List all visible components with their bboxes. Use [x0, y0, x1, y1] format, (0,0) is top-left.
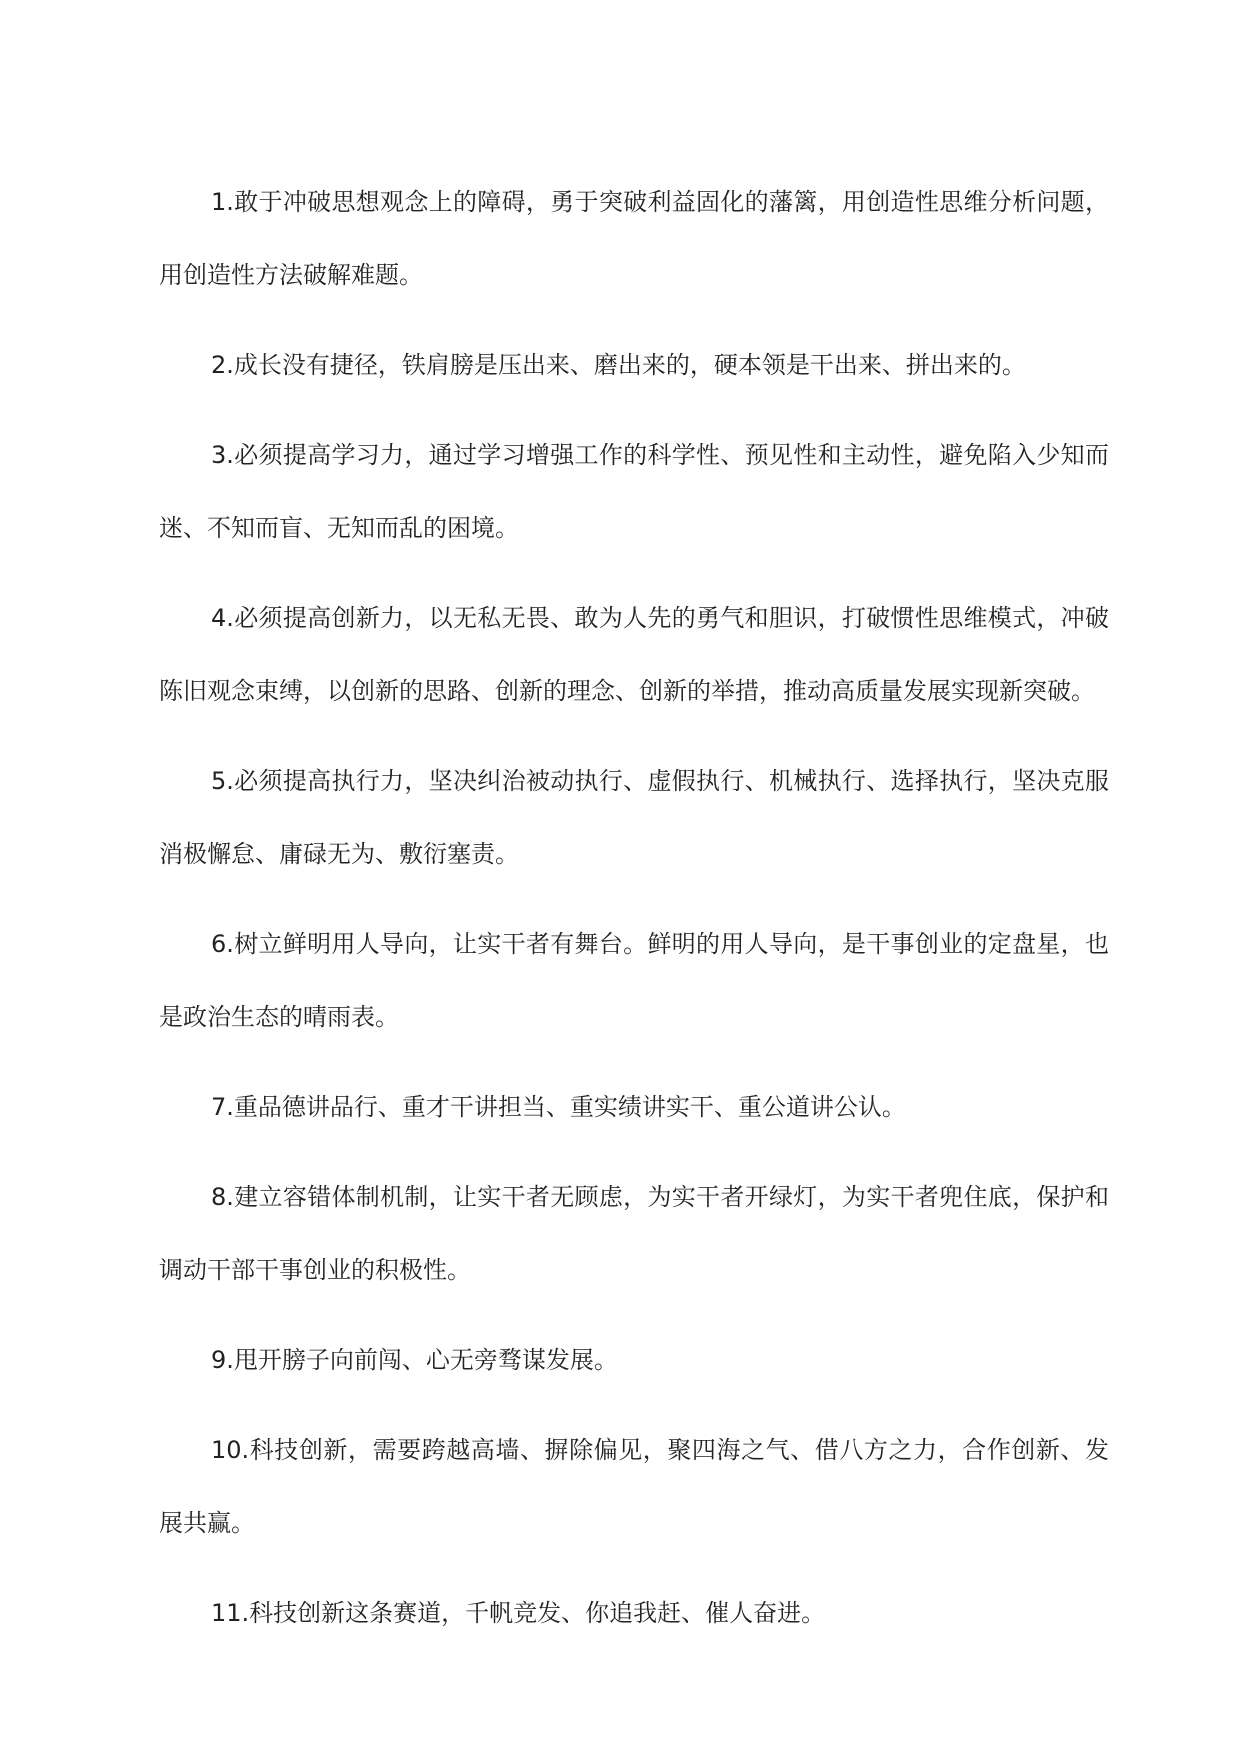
- paragraph-6: 6.树立鲜明用人导向，让实干者有舞台。鲜明的用人导向，是干事创业的定盘星，也是政治生态的晴雨表。: [159, 930, 1109, 1031]
- paragraph-4: 4.必须提高创新力，以无私无畏、敢为人先的勇气和胆识，打破惯性思维模式，冲破陈旧观念束缚，以创新的思路、创新的理念、创新的举措，推动高质量发展实现新突破。: [159, 604, 1109, 705]
- paragraph-11: 11.科技创新这条赛道，千帆竞发、你追我赶、催人奋进。: [211, 1599, 826, 1627]
- paragraph-9: 9.甩开膀子向前闯、心无旁骛谋发展。: [211, 1346, 618, 1374]
- paragraph-2: 2.成长没有捷径，铁肩膀是压出来、磨出来的，硬本领是干出来、拼出来的。: [211, 351, 1026, 379]
- paragraph-1: 1.敢于冲破思想观念上的障碍，勇于突破利益固化的藩篱，用创造性思维分析问题，用创造性方法破解难题。: [159, 188, 1109, 289]
- paragraph-8: 8.建立容错体制机制，让实干者无顾虑，为实干者开绿灯，为实干者兜住底，保护和调动干部干事创业的积极性。: [159, 1183, 1109, 1284]
- paragraph-10: 10.科技创新，需要跨越高墙、摒除偏见，聚四海之气、借八方之力，合作创新、发展共赢。: [159, 1436, 1109, 1537]
- paragraph-7: 7.重品德讲品行、重才干讲担当、重实绩讲实干、重公道讲公认。: [211, 1093, 906, 1121]
- paragraph-3: 3.必须提高学习力，通过学习增强工作的科学性、预见性和主动性，避免陷入少知而迷、不知而盲、无知而乱的困境。: [159, 441, 1109, 542]
- document-body: [159, 166, 1109, 1667]
- paragraph-5: 5.必须提高执行力，坚决纠治被动执行、虚假执行、机械执行、选择执行，坚决克服消极懈怠、庸碌无为、敷衍塞责。: [159, 767, 1109, 868]
